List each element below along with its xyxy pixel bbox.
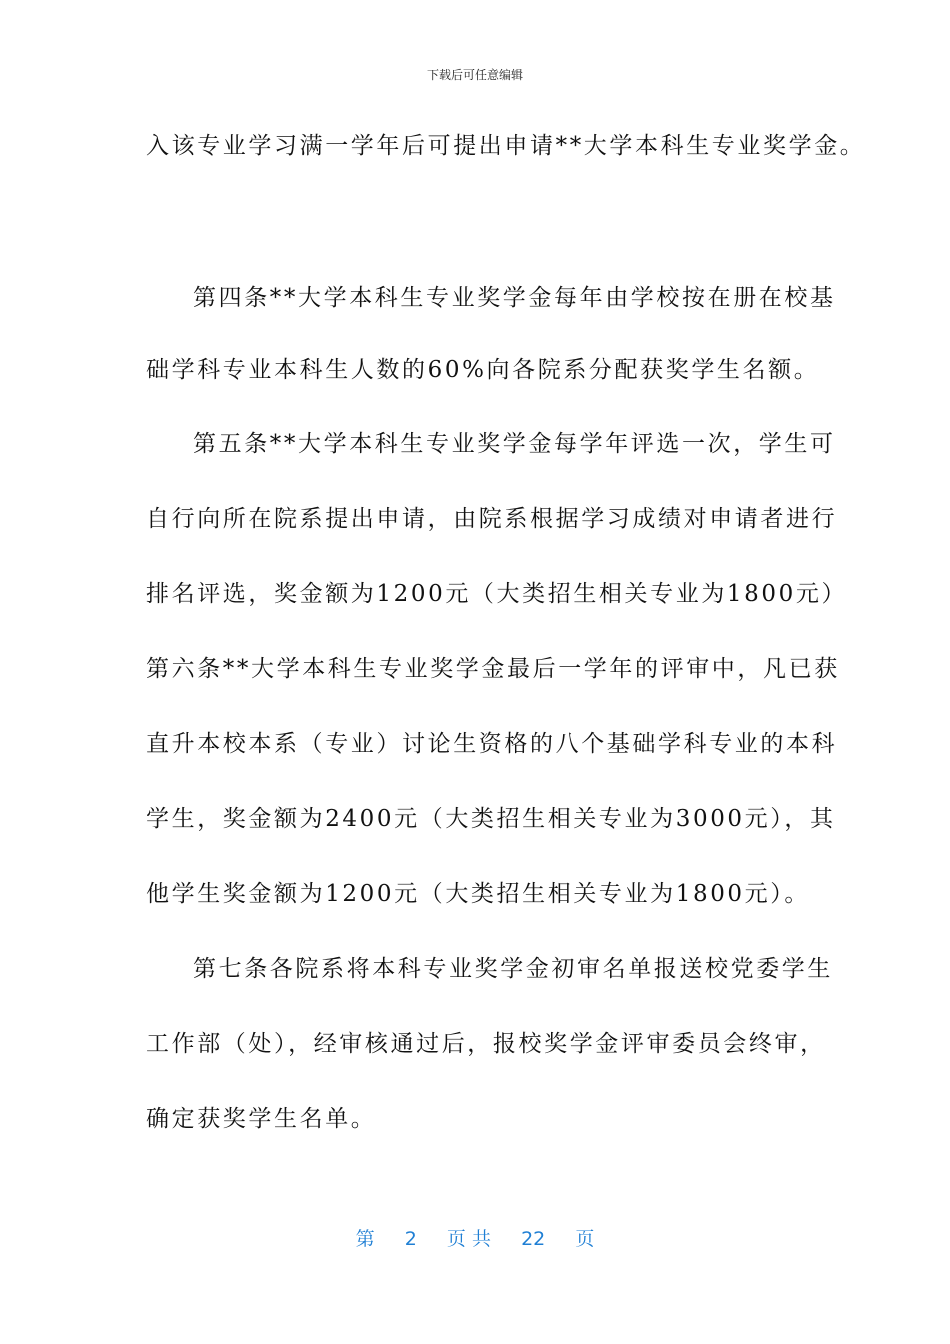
header-note: 下载后可任意编辑 [426, 68, 523, 82]
body-line: 直升本校本系（专业）讨论生资格的八个基础学科专业的本科 [146, 731, 838, 757]
page-footer [0, 1224, 950, 1251]
body-line: 排名评选，奖金额为1200元（大类招生相关专业为1800元） [146, 581, 848, 607]
body-line: 第四条**大学本科生专业奖学金每年由学校按在册在校基 [193, 285, 836, 311]
footer-total-pages: 22 [521, 1228, 546, 1250]
footer-di: 第 [355, 1228, 375, 1250]
footer-ye-gong: 页 共 [446, 1228, 491, 1250]
footer-ye: 页 [575, 1228, 595, 1250]
body-line: 入该专业学习满一学年后可提出申请**大学本科生专业奖学金。 [146, 133, 866, 159]
body-line: 他学生奖金额为1200元（大类招生相关专业为1800元）。 [146, 881, 810, 907]
body-line: 确定获奖学生名单。 [146, 1106, 377, 1132]
body-line: 第五条**大学本科生专业奖学金每学年评选一次，学生可 [193, 431, 836, 457]
body-line: 自行向所在院系提出申请，由院系根据学习成绩对申请者进行 [146, 506, 838, 532]
body-line: 础学科专业本科生人数的60%向各院系分配获奖学生名额。 [146, 357, 820, 383]
footer-current-page: 2 [404, 1228, 417, 1250]
body-line: 学生，奖金额为2400元（大类招生相关专业为3000元），其 [146, 806, 836, 832]
body-line: 第六条**大学本科生专业奖学金最后一学年的评审中，凡已获 [146, 656, 840, 682]
body-line: 工作部（处），经审核通过后，报校奖学金评审委员会终审， [146, 1031, 826, 1057]
body-line: 第七条各院系将本科专业奖学金初审名单报送校党委学生 [193, 956, 833, 982]
